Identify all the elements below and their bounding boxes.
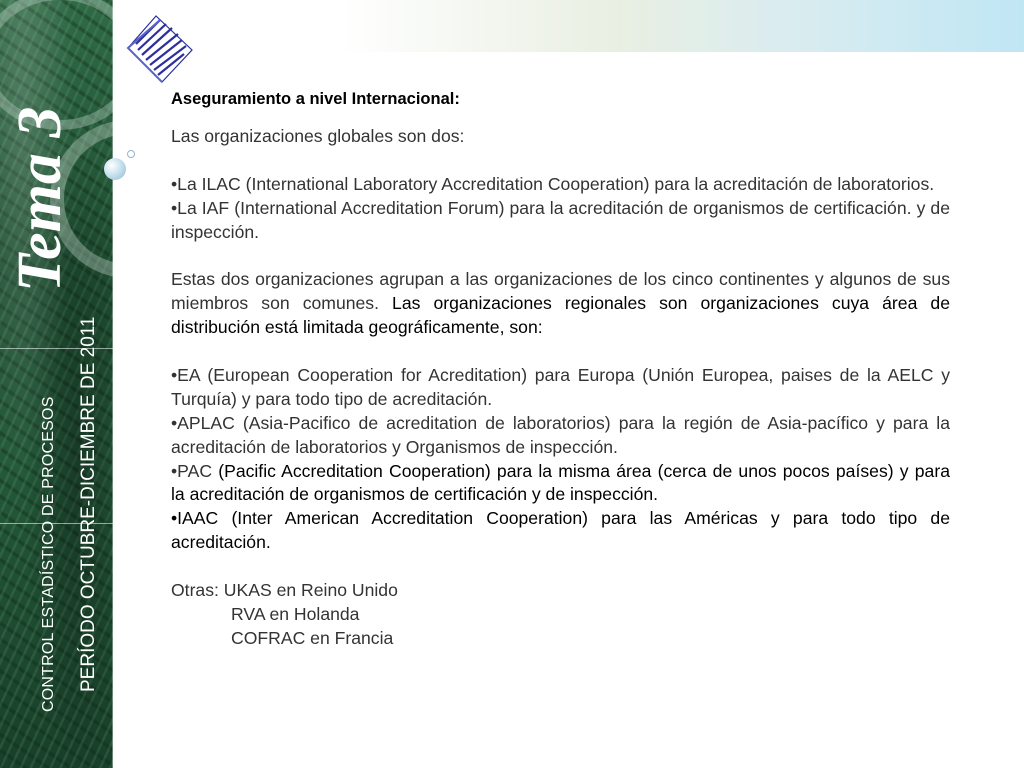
list-item-text: (Pacific Accreditation Cooperation) para la misma área (cerca de unos pocos países) y para la acreditación de organismos de certificación y de inspección. bbox=[171, 460, 950, 505]
intro-text: Las organizaciones globales son dos: bbox=[171, 125, 465, 146]
list-item: •IAAC (Inter American Accreditation Cooperation) para las Américas y para todo tipo de acreditación. bbox=[171, 508, 950, 553]
list-item bbox=[171, 460, 950, 508]
sidebar-marble-panel bbox=[0, 0, 113, 768]
decorative-bubble bbox=[127, 150, 135, 158]
paragraph-part: Estas dos organizaciones agrupan a las organizaciones de los cinco continentes y algunos de sus miembros son comunes. bbox=[171, 269, 950, 314]
list-item: COFRAC en Francia bbox=[231, 627, 394, 648]
tema-title-text: Tema 3 bbox=[6, 106, 74, 292]
tema-title bbox=[0, 0, 90, 300]
others-label: Otras: UKAS en Reino Unido bbox=[171, 580, 398, 601]
page-title: Aseguramiento a nivel Internacional: bbox=[171, 90, 460, 108]
paragraph-part: Las organizaciones regionales son organizaciones cuya área de distribución está limitada geográficamente, son: bbox=[171, 293, 950, 338]
list-item: RVA en Holanda bbox=[231, 603, 360, 624]
course-name-vertical: CONTROL ESTADÍSTICO DE PROCESOS bbox=[40, 396, 57, 712]
list-item: •La IAF (International Accreditation Forum) para la acreditación de organismos de certificación. y de inspección. bbox=[171, 197, 950, 242]
paragraph bbox=[171, 268, 950, 340]
list-item: •EA (European Cooperation for Acreditation) para Europa (Unión Europea, paises de la AELC y Turquía) y para todo tipo de acreditación. bbox=[171, 364, 950, 409]
list-item: •APLAC (Asia-Pacifico de acreditation de laboratorios) para la región de Asia-pacífico y para la acreditación de laboratorios y Organismos de inspección. bbox=[171, 412, 950, 457]
period-vertical: PERÍODO OCTUBRE-DICIEMBRE DE 2011 bbox=[78, 316, 99, 692]
logo-icon bbox=[126, 14, 194, 84]
slide-content bbox=[171, 88, 950, 651]
list-item: •La ILAC (International Laboratory Accreditation Cooperation) para la acreditación de laboratorios. bbox=[171, 173, 935, 194]
sidebar-edge-line bbox=[112, 0, 113, 768]
decorative-bubble bbox=[104, 158, 126, 180]
list-item-prefix: •PAC bbox=[171, 460, 219, 481]
header-gradient-bar bbox=[113, 0, 1024, 52]
